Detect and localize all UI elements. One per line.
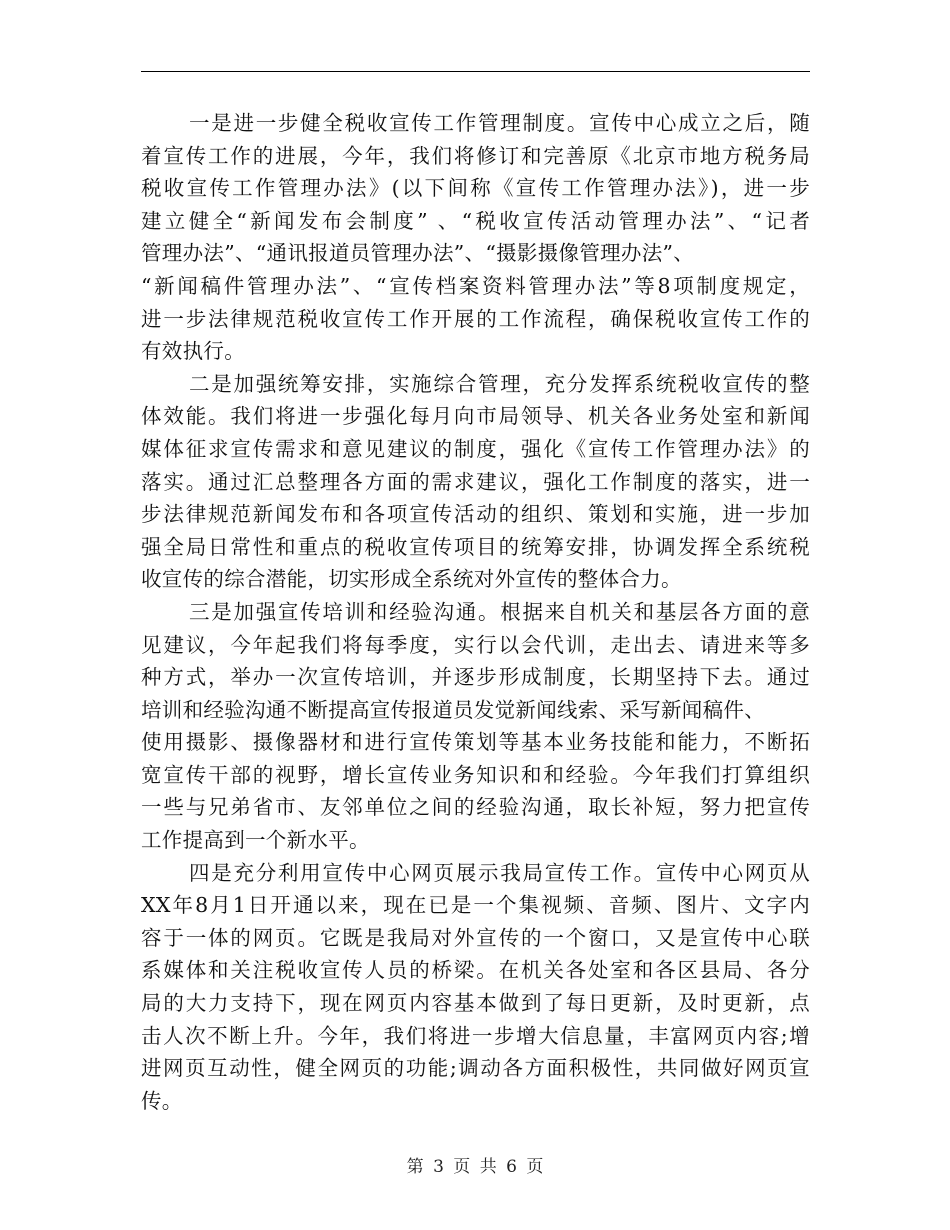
paragraph-1 — [141, 107, 810, 368]
paragraph-3 — [141, 596, 810, 857]
paragraph-line: 系媒体和关注税收宣传人员的桥梁。在机关各处室和各区县局、各分 — [141, 958, 810, 983]
paragraph-line: 媒体征求宣传需求和意见建议的制度，强化《宣传工作管理办法》的 — [141, 436, 810, 461]
paragraph-line: 税收宣传工作管理办法》(以下间称《宣传工作管理办法》)，进一步 — [141, 176, 810, 201]
paragraph-line: 着宣传工作的进展，今年，我们将修订和完善原《北京市地方税务局 — [141, 143, 810, 168]
paragraph-line: 种方式，举办一次宣传培训，并逐步形成制度，长期坚持下去。通过 — [141, 665, 810, 690]
paragraph-line: 进一步法律规范税收宣传工作开展的工作流程，确保税收宣传工作的 — [141, 306, 810, 331]
paragraph-line: 有效执行。 — [141, 339, 245, 364]
header-rule — [141, 71, 810, 72]
paragraph-line: 强全局日常性和重点的税收宣传项目的统筹安排，协调发挥全系统税 — [141, 534, 810, 559]
paragraph-line: 三是加强宣传培训和经验沟通。根据来自机关和基层各方面的意 — [189, 599, 810, 624]
paragraph-line: 收宣传的综合潜能，切实形成全系统对外宣传的整体合力。 — [141, 567, 682, 592]
page-number-footer: 第 3 页 共 6 页 — [406, 1157, 544, 1177]
paragraph-4 — [141, 857, 810, 1118]
paragraph-line: 传。 — [141, 1088, 183, 1113]
paragraph-line: 局的大力支持下，现在网页内容基本做到了每日更新，及时更新，点 — [141, 991, 810, 1016]
paragraph-line: 培训和经验沟通不断提高宣传报道员发觉新闻线索、采写新闻稿件、 — [141, 697, 765, 722]
paragraph-line: 体效能。我们将进一步强化每月向市局领导、机关各业务处室和新闻 — [141, 404, 810, 429]
paragraph-line: 见建议，今年起我们将每季度，实行以会代训，走出去、请进来等多 — [141, 632, 810, 657]
paragraph-line: 宽宣传干部的视野，增长宣传业务知识和和经验。今年我们打算组织 — [141, 762, 810, 787]
paragraph-line: “新闻稿件管理办法”、“宣传档案资料管理办法”等8项制度规定， — [141, 273, 810, 298]
paragraph-line: 管理办法”、“通讯报道员管理办法”、“摄影摄像管理办法”、 — [141, 241, 695, 266]
paragraph-line: 进网页互动性，健全网页的功能;调动各方面积极性，共同做好网页宣 — [141, 1056, 810, 1081]
paragraph-line: 一些与兄弟省市、友邻单位之间的经验沟通，取长补短，努力把宣传 — [141, 795, 810, 820]
paragraph-line: 四是充分利用宣传中心网页展示我局宣传工作。宣传中心网页从 — [189, 860, 810, 885]
paragraph-line: 落实。通过汇总整理各方面的需求建议，强化工作制度的落实，进一 — [141, 469, 810, 494]
paragraph-line: 工作提高到一个新水平。 — [141, 828, 370, 853]
paragraph-line: XX年8月1日开通以来，现在已是一个集视频、音频、图片、文字内 — [141, 893, 810, 918]
paragraph-line: 二是加强统筹安排，实施综合管理，充分发挥系统税收宣传的整 — [189, 371, 810, 396]
paragraph-line: 步法律规范新闻发布和各项宣传活动的组织、策划和实施，进一步加 — [141, 502, 810, 527]
paragraph-line: 击人次不断上升。今年，我们将进一步增大信息量，丰富网页内容;增 — [141, 1023, 810, 1048]
paragraph-line: 容于一体的网页。它既是我局对外宣传的一个窗口，又是宣传中心联 — [141, 925, 810, 950]
document-body — [141, 107, 810, 1117]
paragraph-line: 建立健全“新闻发布会制度” 、“税收宣传活动管理办法”、“记者 — [141, 208, 810, 233]
paragraph-line: 一是进一步健全税收宣传工作管理制度。宣传中心成立之后，随 — [189, 111, 810, 135]
paragraph-2 — [141, 368, 810, 596]
paragraph-line: 使用摄影、摄像器材和进行宣传策划等基本业务技能和能力，不断拓 — [141, 730, 810, 755]
